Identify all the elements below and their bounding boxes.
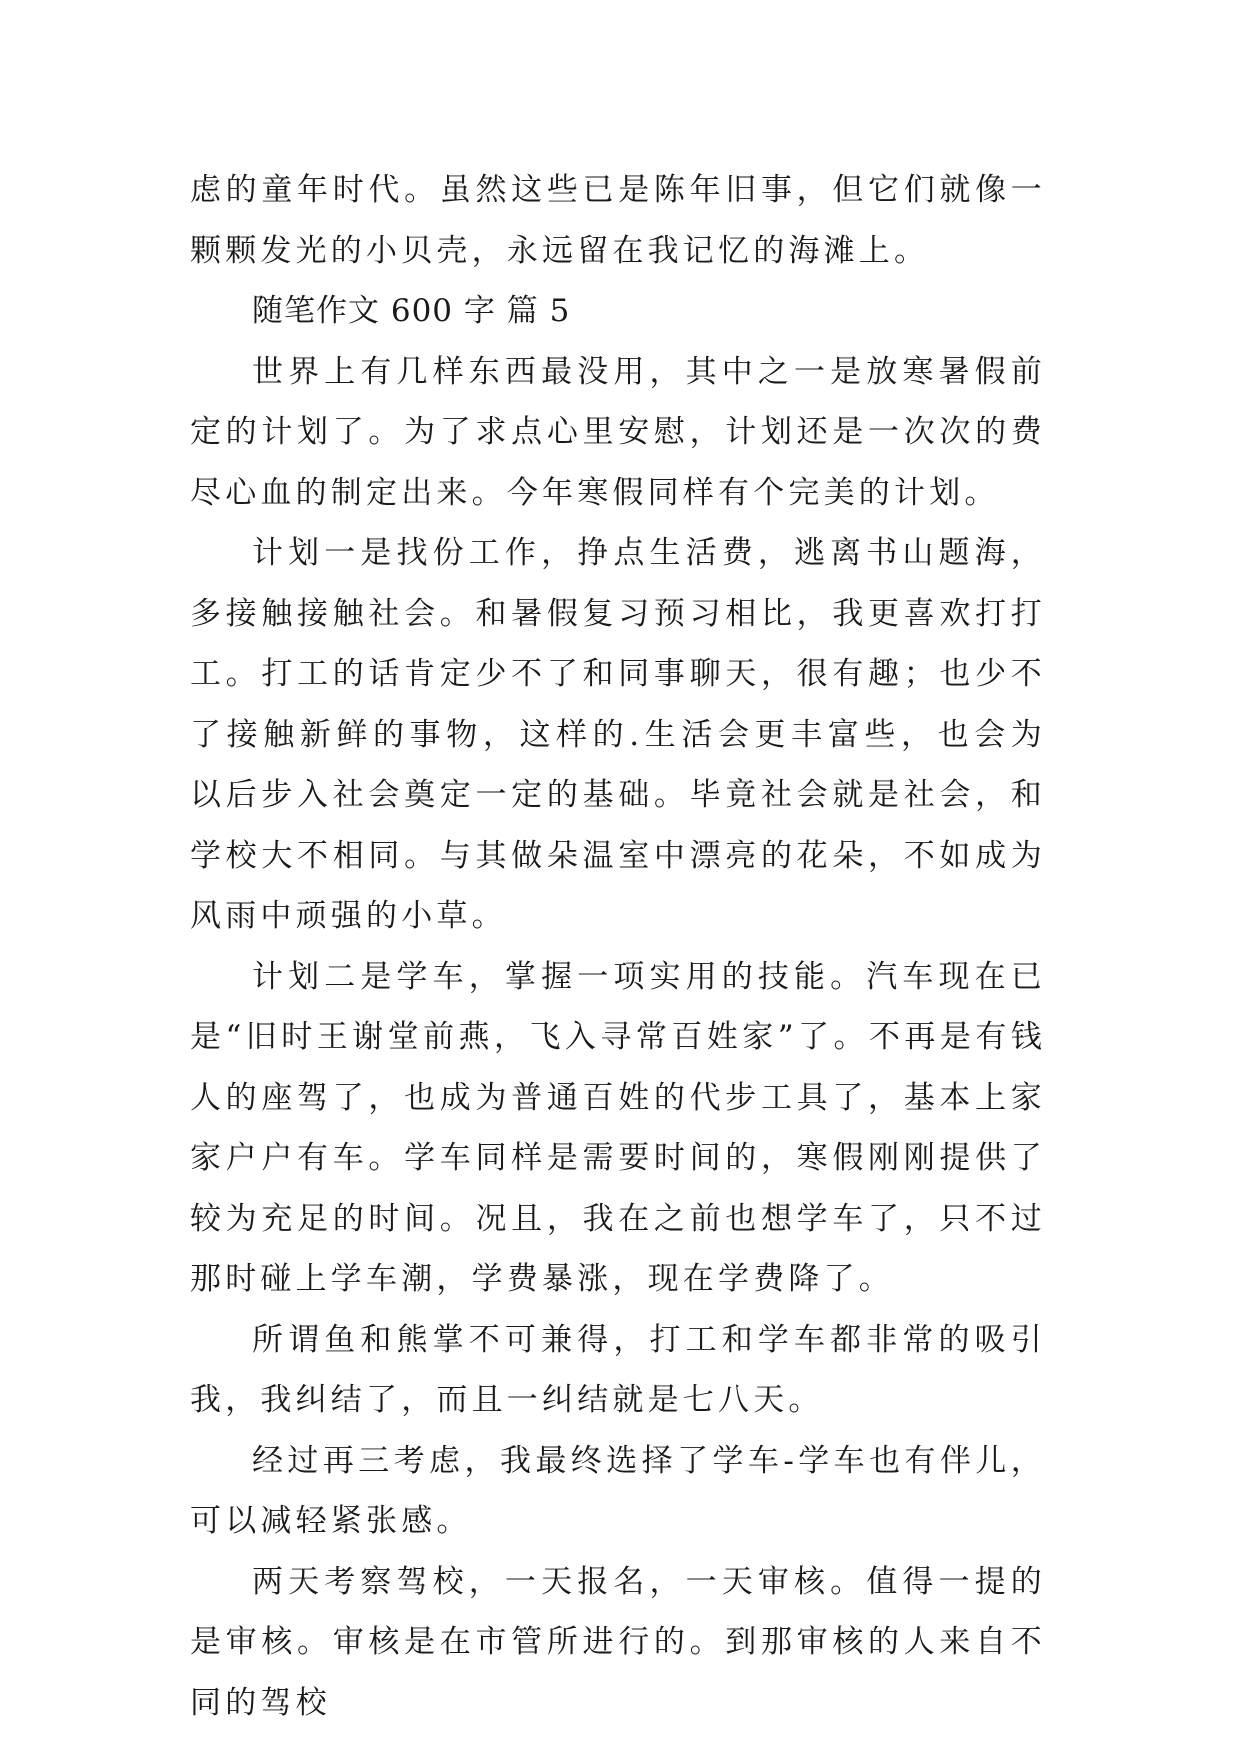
paragraph: 经过再三考虑，我最终选择了学车-学车也有伴儿，可以减轻紧张感。 [190,1442,1046,1539]
paragraph: 计划一是找份工作，挣点生活费，逃离书山题海，多接触接触社会。和暑假复习预习相比，我更喜欢打打工。打工的话肯定少不了和同事聊天，很有趣；也少不了接触新鲜的事物，这样的.生活会更丰富些，也会为以后步入社会奠定一定的基础。毕竟社会就是社会，和学校大不相同。与其做朵温室中漂亮的花朵，不如成为风雨中顽强的小草。 [190,535,1046,934]
document-body [190,160,1046,1733]
paragraph: 计划二是学车，掌握一项实用的技能。汽车现在已是“旧时王谢堂前燕，飞入寻常百姓家”了。不再是有钱人的座驾了，也成为普通百姓的代步工具了，基本上家家户户有车。学车同样是需要时间的，寒假刚刚提供了较为充足的时间。况且，我在之前也想学车了，只不过那时碰上学车潮，学费暴涨，现在学费降了。 [190,958,1046,1297]
paragraph: 世界上有几样东西最没用，其中之一是放寒暑假前定的计划了。为了求点心里安慰，计划还是一次次的费尽心血的制定出来。今年寒假同样有个完美的计划。 [190,353,1046,511]
paragraph: 两天考察驾校，一天报名，一天审核。值得一提的是审核。审核是在市管所进行的。到那审核的人来自不同的驾校 [190,1563,1046,1721]
paragraph-continuation: 虑的童年时代。虽然这些已是陈年旧事，但它们就像一颗颗发光的小贝壳，永远留在我记忆的海滩上。 [190,172,1046,269]
paragraph: 所谓鱼和熊掌不可兼得，打工和学车都非常的吸引我，我纠结了，而且一纠结就是七八天。 [190,1321,1046,1418]
section-heading: 随笔作文 600 字 篇 5 [252,293,571,329]
